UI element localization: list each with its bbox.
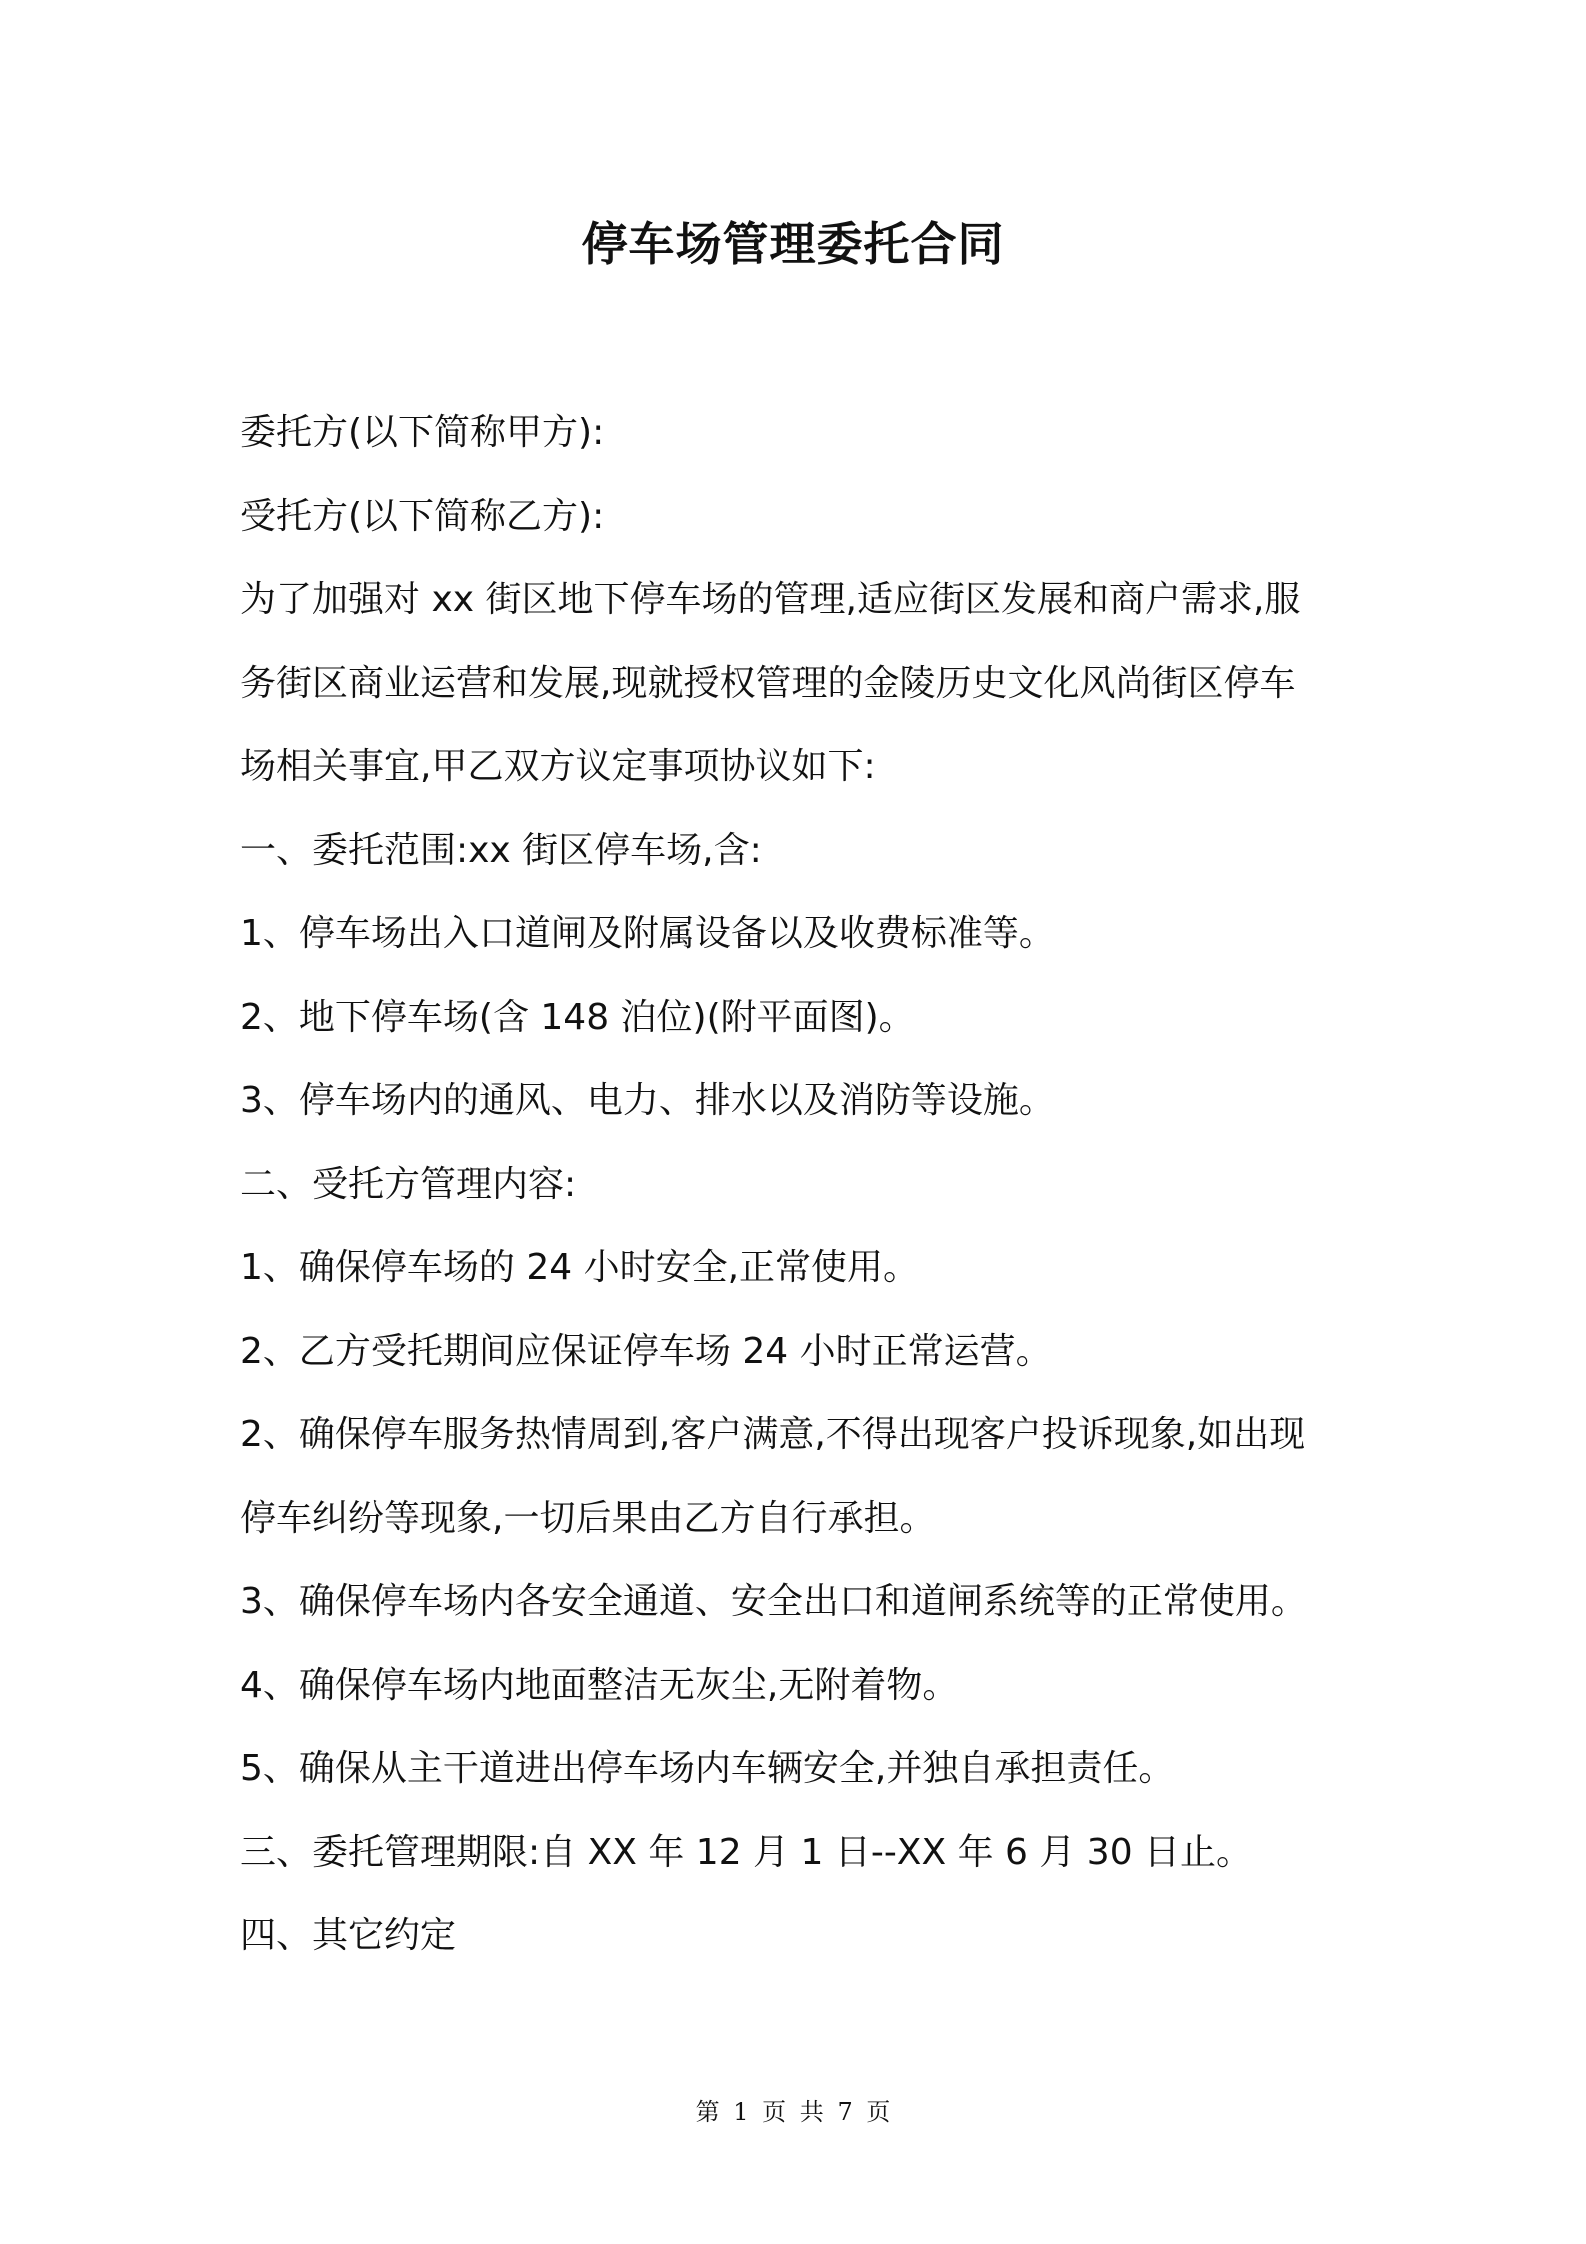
document-body	[240, 405, 1360, 1992]
preamble-line: 务街区商业运营和发展,现就授权管理的金陵历史文化风尚街区停车	[240, 662, 1296, 704]
party-a-line: 委托方(以下简称甲方):	[240, 412, 605, 453]
preamble-line: 为了加强对 xx 街区地下停车场的管理,适应街区发展和商户需求,服	[240, 579, 1301, 620]
scope-item: 3、停车场内的通风、电力、排水以及消防等设施。	[240, 1080, 1055, 1121]
duty-item: 2、乙方受托期间应保证停车场 24 小时正常运营。	[240, 1330, 1052, 1372]
section-heading-duties: 二、受托方管理内容:	[240, 1163, 577, 1205]
section-heading-term: 三、委托管理期限:自 XX 年 12 月 1 日--XX 年 6 月 30 日止。	[240, 1831, 1253, 1873]
preamble-line: 场相关事宜,甲乙双方议定事项协议如下:	[240, 746, 876, 787]
duty-item: 2、确保停车服务热情周到,客户满意,不得出现客户投诉现象,如出现	[240, 1414, 1306, 1455]
duty-item: 5、确保从主干道进出停车场内车辆安全,并独自承担责任。	[240, 1748, 1175, 1789]
duty-item: 3、确保停车场内各安全通道、安全出口和道闸系统等的正常使用。	[240, 1581, 1307, 1622]
section-heading-scope: 一、委托范围:xx 街区停车场,含:	[240, 829, 762, 871]
duty-item: 4、确保停车场内地面整洁无灰尘,无附着物。	[240, 1664, 959, 1706]
scope-item: 2、地下停车场(含 148 泊位)(附平面图)。	[240, 996, 915, 1038]
page-number-footer: 第 1 页 共 7 页	[695, 2098, 891, 2126]
document-title: 停车场管理委托合同	[581, 217, 1005, 271]
duty-item: 1、确保停车场的 24 小时安全,正常使用。	[240, 1247, 920, 1288]
party-b-line: 受托方(以下简称乙方):	[240, 495, 605, 537]
section-heading-other: 四、其它约定	[240, 1915, 457, 1956]
duty-item: 停车纠纷等现象,一切后果由乙方自行承担。	[240, 1497, 936, 1539]
scope-item: 1、停车场出入口道闸及附属设备以及收费标准等。	[240, 913, 1055, 954]
